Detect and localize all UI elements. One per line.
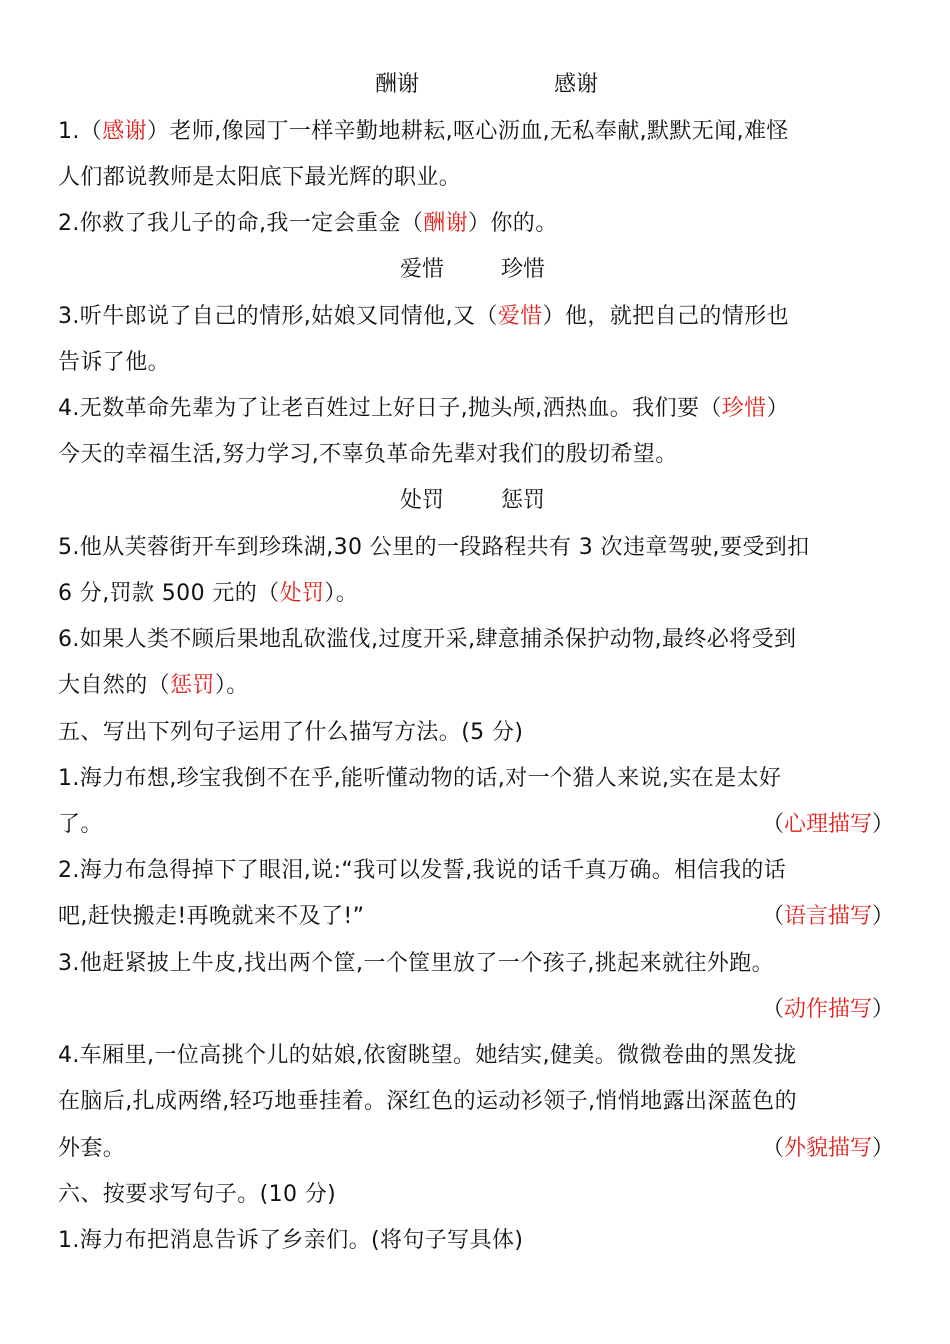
- question-2: 2.你救了我儿子的命,我一定会重金（酬谢）你的。: [58, 211, 558, 236]
- question-3-line-2: 告诉了他。: [58, 350, 171, 375]
- answer-text: 语言描写: [783, 904, 872, 929]
- answer-text: 珍惜: [721, 396, 767, 421]
- answer-text: 爱惜: [497, 304, 543, 329]
- answer-text: 酬谢: [423, 211, 468, 236]
- question-4-line-2: 今天的幸福生活,努力学习,不辜负革命先辈对我们的殷切希望。: [58, 442, 678, 467]
- question-6-line-2: 大自然的（惩罚）。: [58, 673, 249, 698]
- answer-text: 心理描写: [783, 812, 872, 837]
- s5-question-2-line-1: 2.海力布急得掉下了眼泪,说:“我可以发誓,我说的话千真万确。相信我的话: [58, 858, 787, 883]
- s5-question-4-line-3: 外套。: [58, 1136, 126, 1161]
- question-5-line-1: 5.他从芙蓉街开车到珍珠湖,30 公里的一段路程共有 3 次违章驾驶,要受到扣: [58, 535, 810, 560]
- answer-text: 外貌描写: [783, 1136, 872, 1161]
- question-5-line-2: 6 分,罚款 500 元的（处罚）。: [58, 581, 359, 606]
- word-option: 处罚: [400, 488, 445, 513]
- answer-text: 动作描写: [783, 997, 872, 1022]
- question-4: 4.无数革命先辈为了让老百姓过上好日子,抛头颅,洒热血。我们要（珍惜）: [58, 396, 789, 421]
- question-1-line-2: 人们都说教师是太阳底下最光辉的职业。: [58, 165, 462, 190]
- word-option: 惩罚: [501, 488, 546, 513]
- word-option: 感谢: [554, 72, 599, 97]
- s5-question-4-line-2: 在脑后,扎成两绺,轻巧地垂挂着。深红色的运动衫领子,悄悄地露出深蓝色的: [58, 1089, 797, 1114]
- section-5-title: 五、写出下列句子运用了什么描写方法。(5 分): [58, 720, 524, 745]
- word-pair-2: [400, 255, 545, 285]
- question-1: 1.（感谢）老师,像园丁一样辛勤地耕耘,呕心沥血,无私奉献,默默无闻,难怪: [58, 119, 789, 144]
- question-3: 3.听牛郎说了自己的情形,姑娘又同情他,又（爱惜）他，就把自己的情形也: [58, 304, 789, 329]
- s5-answer-3: （动作描写）: [761, 997, 894, 1022]
- answer-text: 处罚: [279, 581, 325, 606]
- word-pair-3: [400, 486, 545, 516]
- s5-question-3-line-1: 3.他赶紧披上牛皮,找出两个筐,一个筐里放了一个孩子,挑起来就往外跑。: [58, 951, 774, 976]
- s6-question-1: 1.海力布把消息告诉了乡亲们。(将句子写具体): [58, 1228, 524, 1253]
- question-6-line-1: 6.如果人类不顾后果地乱砍滥伐,过度开采,肆意捕杀保护动物,最终必将受到: [58, 627, 797, 652]
- word-option: 酬谢: [375, 72, 420, 97]
- s5-question-1-line-2: 了。: [58, 812, 103, 837]
- word-option: 爱惜: [400, 257, 445, 282]
- s5-question-2-line-2: 吧,赶快搬走!再晚就来不及了!”: [58, 904, 365, 929]
- s5-question-1-line-1: 1.海力布想,珍宝我倒不在乎,能听懂动物的话,对一个猎人来说,实在是太好: [58, 766, 782, 791]
- word-option: 珍惜: [501, 257, 546, 282]
- answer-text: 惩罚: [170, 673, 215, 698]
- s5-answer-2: （语言描写）: [761, 904, 894, 929]
- word-pair-1: [375, 70, 598, 100]
- answer-text: 感谢: [102, 119, 148, 144]
- s5-answer-4: （外貌描写）: [761, 1136, 894, 1161]
- section-6-title: 六、按要求写句子。(10 分): [58, 1182, 337, 1207]
- s5-question-4-line-1: 4.车厢里,一位高挑个儿的姑娘,依窗眺望。她结实,健美。微微卷曲的黑发拢: [58, 1043, 797, 1068]
- s5-answer-1: （心理描写）: [761, 812, 894, 837]
